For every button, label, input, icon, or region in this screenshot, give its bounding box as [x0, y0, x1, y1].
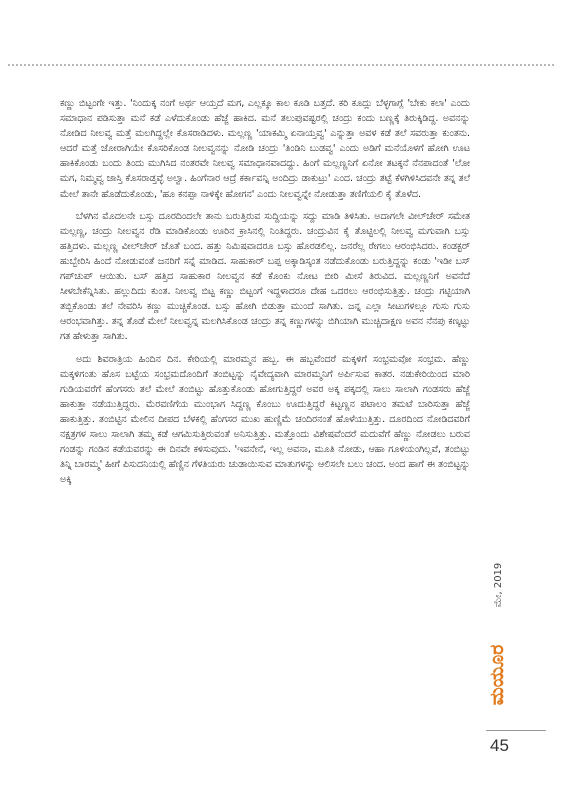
header-dotted-rule — [8, 64, 554, 66]
article-paragraph-2: ಬೆಳಗಿನ ಮೊದಲನೇ ಬಸ್ಸು ದೂರದಿಂದಲೇ ತಾನು ಬರುತ್ತಿರುವ ಸುದ್ದಿಯನ್ನು ಸದ್ದು ಮಾಡಿ ತಿಳಿಸಿತು. ಅದಾಗಲೇ ವೀಲ್‌ಚೇರ್ ಸಮೇತ ಮಲ್ಲಣ್ಣ, ಚಂದ್ರು ನೀಲವ್ವನ ರೆಡಿ ಮಾಡಿಕೊಂಡು ಊರಿನ ಕ್ರಾಸಿನಲ್ಲಿ ನಿಂತಿದ್ದರು. ಚಂದ್ರುವಿನ ಕೈ ತೊಟ್ಟಿಲಲ್ಲಿ ನೀಲವ್ವ ಮಗುವಾಗಿ ಬಸ್ಸು ಹತ್ತಿದಳು. ಮಲ್ಲಣ್ಣ ವೀಲ್‌ಚೇರ್ ಜೊತೆ ಬಂದ. ಹತ್ತು ನಿಮಿಷವಾದರೂ ಬಸ್ಸು ಹೊರಡಲಿಲ್ಲ. ಜನರೆಲ್ಲ ರೇಗಲು ಆರಂಭಿಸಿದರು. ಕಂಡಕ್ಟರ್ ಹುಬ್ಬೇರಿಸಿ ಹಿಂದೆ ನೋಡುವಂತೆ ಜನರಿಗೆ ಸನ್ನೆ ಮಾಡಿದ. ಸಾಹುಕಾರ್ ಬಪ್ಪ ಅಕ್ಕಾಡಿಸ್ಕಂತ ನಡೆದುಕೊಂಡು ಬರುತ್ತಿದ್ದನ್ನು ಕಂಡು 'ಇಡೀ ಬಸ್ ಗಪ್‌ಚುಪ್ ಆಯಿತು. ಬಸ್ ಹತ್ತಿದ ಸಾಹುಕಾರ ನೀಲವ್ವನ ಕಡೆ ಕೊಂಕು ನೋಟ ಬೀರಿ ಮೀಸೆ ತಿರುವಿದ. ಮಲ್ಲಣ್ಣನಿಗೆ ಅವನೆದೆ ಸೀಳಬೇಕೆನ್ನಿಸಿತು. ಹಲ್ಲುದಿದು ಕುಂತ. ನೀಲವ್ವ ಬಿಟ್ಟ ಕಣ್ಣು ಬಿಟ್ಟಂಗೆ ಇದ್ದಳಾದರೂ ದೇಹ ಒದರಲು ಆರಂಭಿಸುತ್ತಿತ್ತು. ಚಂದ್ರು ಗಟ್ಟಿಯಾಗಿ ತಬ್ಬಿಕೊಂಡು ತಲೆ ನೇವರಿಸಿ ಕಣ್ಣು ಮುಚ್ಚಿಕೊಂಡ. ಬಸ್ಸು ಹೋಗಿ ಬಿಡುತ್ತಾ ಮುಂದೆ ಸಾಗಿತು. ಜನ್ನ ಎಲ್ಲಾ ಸೀಟುಗಳಲ್ಲೂ ಗುಸು ಗುಸು ಆರಂಭವಾಗಿತ್ತು. ತನ್ನ ತೊಡೆ ಮೇಲೆ ನೀಲವ್ವನ್ನ ಮಲಗಿಸಿಕೊಂಡ ಚಂದ್ರು ತನ್ನ ಕಣ್ಣುಗಳನ್ನು ಬಿಗಿಯಾಗಿ ಮುಚ್ಚಿದಾಕ್ಷಣ ಅವನ ನೆನಪು ಕಣ್ಕಟ್ಟು ಗತ ಹೇಳುತ್ತಾ ಸಾಗಿತು. — [60, 210, 470, 343]
page-number: 45 — [490, 736, 509, 755]
magazine-title: ಮಯೂರ — [486, 644, 508, 706]
issue-date: ಮೇ, 2019 — [493, 562, 504, 608]
footer-divider — [486, 730, 546, 731]
article-paragraph-3: ಅದು ಶಿವರಾತ್ರಿಯ ಹಿಂದಿನ ದಿನ. ಕೇರಿಯಲ್ಲಿ ಮಾರಮ್ಮನ ಹಬ್ಬ. ಈ ಹಬ್ಬವೆಂದರೆ ಮಕ್ಕಳಿಗೆ ಸಂಭ್ರಮವೋ ಸಂಭ್ರಮ. ಹೆಣ್ಣು ಮಕ್ಕಳಿಗಂತು ಹೊಸ ಬಟ್ಟೆಯ ಸಂಭ್ರಮದೊಂದಿಗೆ ತಂಬಿಟ್ಟನ್ನು ನೈವೇದ್ಯವಾಗಿ ಮಾರಮ್ಮನಿಗೆ ಅರ್ಪಿಸುವ ಕಾತರ. ನಡುಕೇರಿಯಿಂದ ಮಾರಿ ಗುಡಿಯವರೆಗೆ ಹೆಂಗಸರು ತಲೆ ಮೇಲೆ ತಂಬಿಟ್ಟು ಹೊತ್ತುಕೊಂಡು ಹೋಗುತ್ತಿದ್ದರೆ ಅವರ ಅಕ್ಕ ಪಕ್ಕದಲ್ಲಿ ಸಾಲು ಸಾಲಾಗಿ ಗಂಡಸರು ಹೆಜ್ಜೆ ಹಾಕುತ್ತಾ ನಡೆಯುತ್ತಿದ್ದರು. ಮೆರವಣಿಗೆಯ ಮುಂಭಾಗ ಸಿದ್ದಣ್ಣ ಕೊಂಬು ಊದುತ್ತಿದ್ದರೆ ಕಿಟ್ಟಣ್ಣನ ಪಟಾಲಂ ತಮಟೆ ಬಾರಿಸುತ್ತಾ ಹೆಜ್ಜೆ ಹಾಕುತ್ತಿತ್ತು. ತಂಬಿಟ್ಟಿನ ಮೇಲಿನ ದೀಪದ ಬೆಳಕಲ್ಲಿ ಹೆಂಗಸರ ಮುಖ ಹುಣ್ಣಿಮೆ ಚಂದಿರನಂತೆ ಹೊಳೆಯುತ್ತಿತ್ತು. ದೂರದಿಂದ ನೋಡಿದವರಿಗೆ ನಕ್ಷತ್ರಗಳ ಸಾಲು ಸಾಲಾಗಿ ತಮ್ಮ ಕಡೆ ಆಗಮಿಸುತ್ತಿರುವಂತೆ ಅನಿಸುತ್ತಿತ್ತು. ಮತ್ತೊಂದು ವಿಶೇಷವೆಂದರೆ ಮದುವೆಗೆ ಹೆಣ್ಣು ನೋಡಲು ಬರುವ ಗಂಡನ್ನು ಗಂಡಿನ ಕಡೆಯವರನ್ನು ಈ ದಿನವೇ ಕಳಿಸುವುದು. 'ಇವನೇನೆ, ಇಲ್ಲ ಅವನಾ, ಮೂತಿ ನೋಡು, ಆಹಾ ಗೂಳಿಯಂಗಿಲ್ಲವೆ, ತಂಬಿಟ್ಟು ತಿನ್ನಿ ಬಾರಮ್ಮ' ಹೀಗೆ ಪಿಸುದನಿಯಲ್ಲಿ ಹೆಣ್ಣಿನ ಗೆಳತಿಯರು ಚುಡಾಯಿಸುವ ಮಾತುಗಳನ್ನು ಆಲಿಸಲೇ ಬಲು ಚಂದ. ಅಂದ ಹಾಗೆ ಈ ತಂಬಿಟ್ಟನ್ನು ಅಕ್ಕಿ — [60, 353, 470, 486]
article-paragraph-1: ಕಣ್ಣು ಬಿಟ್ಟಂಗೇ ಇತ್ತು. 'ನಿಂದುಕ್ಕ ನಂಗೆ ಅರ್ಥ ಆಯ್ತದೆ ಮಗ, ಎಲ್ಲಕ್ಕೂ ಕಾಲ ಕೂಡಿ ಬತ್ತದೆ. ಕರಿ ಕೂದ್ಲು ಬೆಳ್ಳಗಾಗ್ಲೆ 'ಬೇಕು ಕಲಾ' ಎಂದು ಸಮಾಧಾನ ಪಡಿಸುತ್ತಾ ಮನೆ ಕಡೆ ಎಳೆದುಕೊಂಡು ಹೆಜ್ಜೆ ಹಾಕಿದ. ಮನೆ ತಲುಪುವಷ್ಟರಲ್ಲಿ ಚಂದ್ರು ಕಂದು ಬಣ್ಣಕ್ಕೆ ತಿರುಕ್ಕಿಡಿದ್ದ. ಅವನನ್ನು ನೋಡಿದ ನೀಲವ್ವ ಮತ್ತೆ ಮಲಗಿದ್ದಲ್ಲೇ ಕೊಸರಾಡಿದಳು. ಮಲ್ಲಣ್ಣ 'ಯಾಕಮ್ಮಿ ಏನಾಯ್ತವ್ವ' ಎನ್ನುತ್ತಾ ಅವಳ ಕಡೆ ತಲೆ ಸವರುತ್ತಾ ಕುಂತನು. ಆದರೆ ಮತ್ತೆ ಜೋರಾಗಿಯೇ ಕೊಸರಿಕೊಂಡ ನೀಲವ್ವನನ್ನು ನೋಡಿ ಚಂದ್ರು 'ತಿಂಡಿನಿ ಬುಡವ್ವ' ಎಂದು ಅಡಿಗೆ ಮನೆಯೊಳಗೆ ಹೋಗಿ ಊಟ ಹಾಕಿಕೊಂಡು ಬಂದು ತಿಂದು ಮುಗಿಸಿದ ನಂತರವೇ ನೀಲವ್ವ ಸಮಾಧಾನವಾದದ್ದು. ಹಿಂಗೆ ಮಲ್ಲಣ್ಣನಿಗೆ ಏನೋ ತಟಕ್ಕನೆ ನೆನಪಾದಂತೆ 'ಲೋ ಮಗ, ನಿಮ್ಮವ್ವ ಜಾಸ್ತಿ ಕೊಸರಾಡ್ತವ್ಳೆ ಅಲ್ವಾ. ಹಿಂಗೆನಾರ ಆದ್ರೆ ಕರ್ಕಾವನ್ನಿ ಅಂದಿದ್ರು ಡಾಕುಟ್ರು' ಎಂದ. ಚಂದ್ರು ತಟ್ಟೆ ಕೆಳಗಿಳಿಸಿದವನೇ ತನ್ನ ತಲೆ ಮೇಲೆ ತಾನೇ ಹೊಡೆದುಕೊಂಡು, 'ಹೂ ಕನಪ್ಪಾ ನಾಳಿಕ್ಕೇ ಹೋಗನ' ಎಂದು ನೀಲವ್ವನ್ನೇ ನೋಡುತ್ತಾ ತಣಿಗೆಯಲಿ ಕೈ ತೊಳೆದ. — [60, 98, 470, 200]
article-body — [60, 96, 470, 494]
